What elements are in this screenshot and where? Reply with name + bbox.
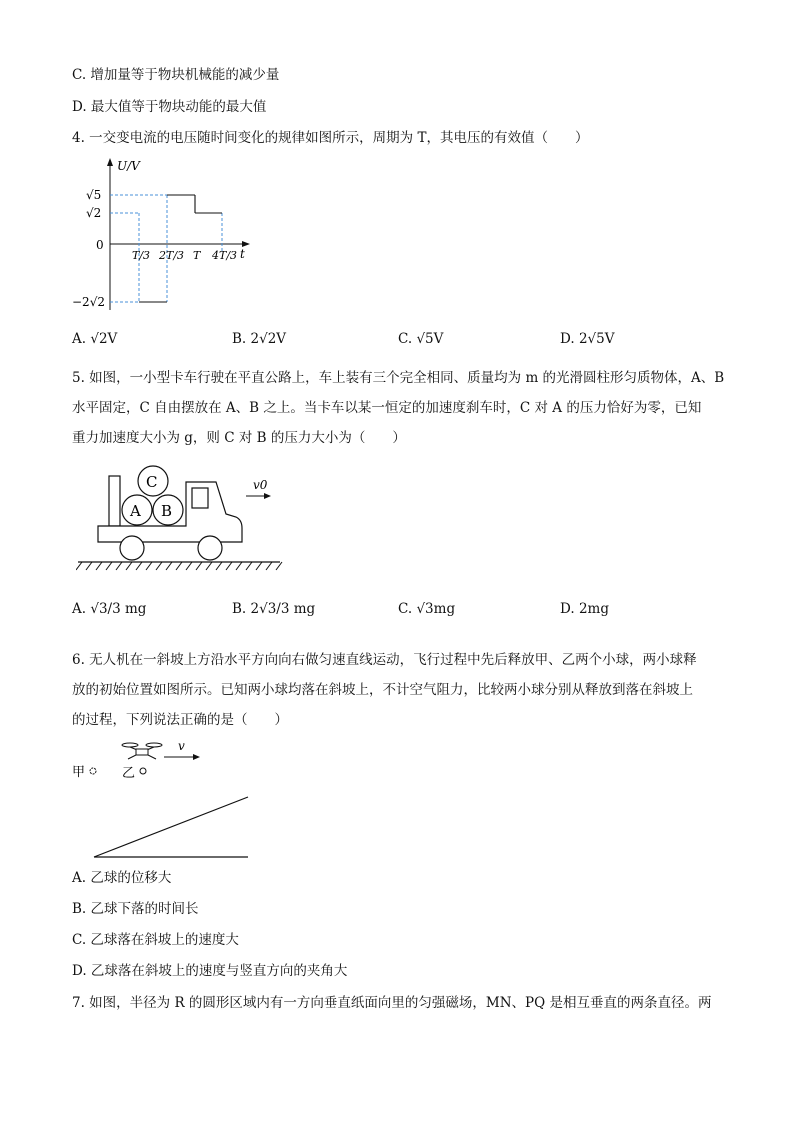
q6-line1: 6. 无人机在一斜坡上方沿水平方向向右做匀速直线运动，飞行过程中先后释放甲、乙两个小球，两小球释	[72, 652, 697, 668]
q5-line1: 5. 如图，一小型卡车行驶在平直公路上，车上装有三个完全相同、质量均为 m 的光滑圆柱形匀质物体，A、B	[72, 370, 725, 386]
q6-drone-figure	[70, 735, 260, 865]
q6-line3: 的过程，下列说法正确的是（ ）	[72, 712, 288, 728]
q4-option-d: D. 2√5V	[560, 331, 615, 347]
q6-option-a: A. 乙球的位移大	[72, 870, 172, 886]
q5-label-a: A	[130, 502, 141, 520]
q4-stem: 4. 一交变电流的电压随时间变化的规律如图所示，周期为 T，其电压的有效值（ ）	[72, 130, 589, 146]
q5-label-b: B	[161, 502, 173, 520]
q6-option-c: C. 乙球落在斜坡上的速度大	[72, 932, 239, 948]
q4-option-c: C. √5V	[398, 331, 444, 347]
q4-ylabel: U/V	[117, 159, 140, 173]
q5-truck-figure	[76, 462, 286, 574]
q4-origin: 0	[96, 238, 104, 252]
drone-icon	[122, 743, 162, 759]
q7-line1: 7. 如图，半径为 R 的圆形区域内有一方向垂直纸面向里的匀强磁场，MN、PQ 是相互垂直的两条直径。两	[72, 995, 712, 1011]
q5-options	[72, 598, 722, 630]
q4-option-b: B. 2√2V	[232, 331, 287, 347]
q4-xlabel: t	[240, 247, 245, 261]
q6-velocity-label: v	[178, 739, 185, 753]
q4-ytick-sqrt2: √2	[86, 206, 102, 220]
q5-line2: 水平固定，C 自由摆放在 A、B 之上。当卡车以某一恒定的加速度刹车时，C 对 A 的压力恰好为零，已知	[72, 400, 702, 416]
q4-options	[72, 328, 722, 350]
q6-option-b: B. 乙球下落的时间长	[72, 901, 199, 917]
q5-line3: 重力加速度大小为 g，则 C 对 B 的压力大小为（ ）	[72, 430, 406, 446]
q5-option-a: A. √3/3 mg	[72, 601, 147, 617]
q5-option-d: D. 2mg	[560, 601, 609, 617]
q4-xtick-4t3: 4T/3	[212, 249, 238, 262]
q3-option-d: D. 最大值等于物块动能的最大值	[72, 99, 267, 115]
q4-ytick-sqrt5: √5	[86, 188, 102, 202]
q6-line2: 放的初始位置如图所示。已知两小球均落在斜坡上，不计空气阻力，比较两小球分别从释放到落在斜坡上	[72, 682, 693, 698]
q5-velocity-label: v0	[253, 478, 268, 492]
q6-label-jia: 甲	[72, 765, 86, 780]
q5-option-c: C. √3mg	[398, 601, 456, 617]
q4-xtick-t: T	[193, 249, 201, 262]
q4-option-a: A. √2V	[72, 331, 118, 347]
q4-ytick-neg2sqrt2: −2√2	[72, 295, 105, 309]
q4-voltage-graph	[72, 152, 262, 317]
q5-option-b: B. 2√3/3 mg	[232, 601, 316, 617]
q3-option-c: C. 增加量等于物块机械能的减少量	[72, 67, 280, 83]
q6-option-d: D. 乙球落在斜坡上的速度与竖直方向的夹角大	[72, 963, 348, 979]
q4-xtick-2t3: 2T/3	[159, 249, 185, 262]
q4-xtick-t3: T/3	[132, 249, 151, 262]
q5-label-c: C	[146, 473, 158, 491]
q6-label-yi: 乙	[122, 766, 136, 781]
